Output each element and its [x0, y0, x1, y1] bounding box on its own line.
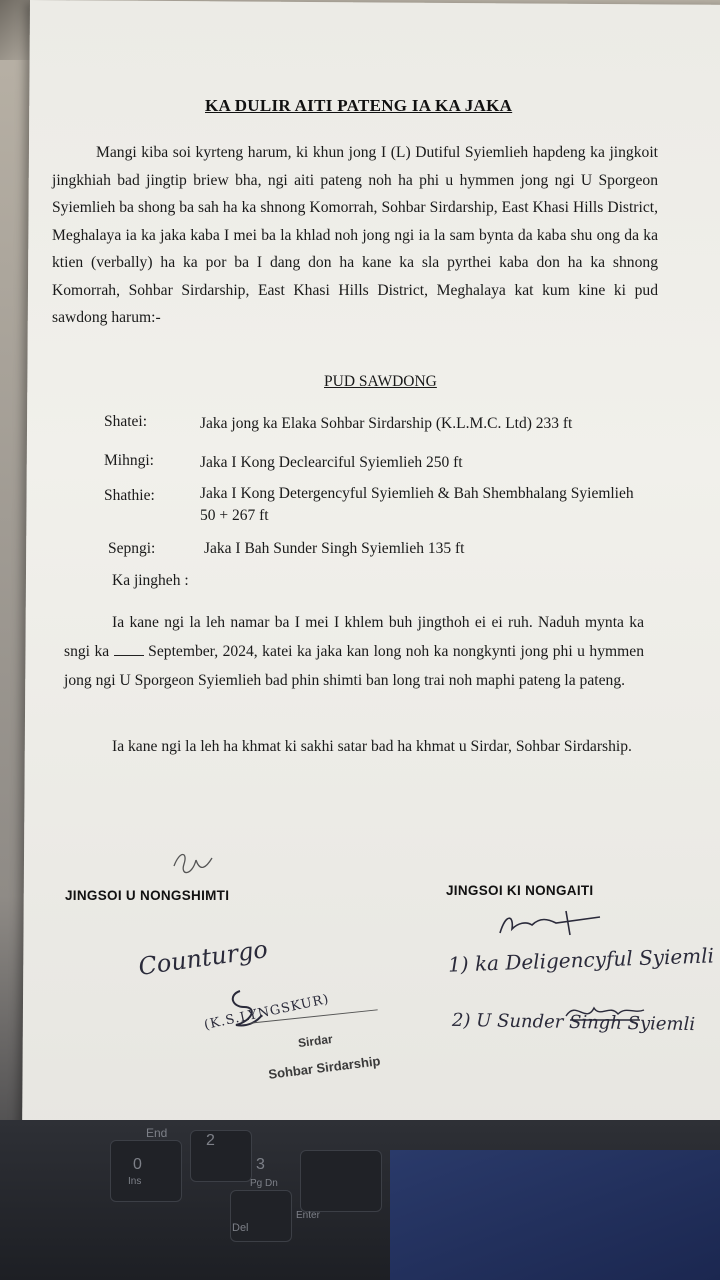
boundaries-heading: PUD SAWDONG	[324, 373, 437, 390]
key-3	[230, 1190, 292, 1242]
stamp-sohbar-sirdarship: Sohbar Sirdarship	[267, 1053, 382, 1082]
initials-mark	[166, 846, 218, 882]
date-blank-line	[114, 643, 144, 656]
witness-paragraph: Ia kane ngi la leh ha khmat ki sakhi satar bad ha khmat u Sirdar, Sohbar Sirdarship.	[112, 738, 632, 755]
declaration-part-a: Ia kane ngi la leh namar ba I mei I khlem buh jingthoh ei ei ruh. Naduh mynta ka sngi ka	[64, 614, 644, 660]
key-label-2: 2	[206, 1132, 215, 1149]
witness-1-signature-mark	[496, 905, 606, 945]
declaration-part-b: September, 2024, katei ka jaka kan long noh ka nongkynti jong phi u hymmen jong ngi U Sporgeon Syiemlieh bad phin shimti ban long trai noh maphi pateng la pateng.	[64, 643, 644, 689]
key-label-ins: Ins	[128, 1176, 142, 1187]
key-0	[110, 1140, 182, 1202]
signatory-name: (K.S.LYNGSKUR)	[202, 991, 331, 1034]
boundary-text-east: Jaka I Kong Declearciful Syiemlieh 250 ft	[200, 454, 463, 471]
boundary-text-north: Jaka jong ka Elaka Sohbar Sirdarship (K.L.M.C. Ltd) 233 ft	[200, 415, 573, 432]
ka-jingheh-label: Ka jingheh :	[112, 572, 189, 589]
key-label-3: 3	[256, 1156, 265, 1173]
boundary-text-west: Jaka I Bah Sunder Singh Syiemlieh 135 ft	[204, 540, 465, 557]
boundary-label-south: Shathie:	[104, 487, 155, 504]
key-label-0: 0	[133, 1156, 142, 1173]
key-label-end: End	[146, 1126, 168, 1140]
boundary-label-east: Mihngi:	[104, 452, 154, 469]
document-title: KA DULIR AITI PATENG IA KA JAKA	[205, 96, 513, 115]
boundary-label-north: Shatei:	[104, 413, 148, 430]
key-label-pgdn: Pg Dn	[250, 1178, 278, 1189]
boundary-text-south: Jaka I Kong Detergencyful Syiemlieh & Bah Shembhalang Syiemlieh 50 + 267 ft	[200, 485, 634, 524]
handwritten-signature-left: Counturgo	[136, 935, 270, 981]
declaration-paragraph	[64, 608, 644, 695]
key-label-enter: Enter	[296, 1210, 320, 1221]
stamp-sirdar: Sirdar	[297, 1031, 334, 1051]
intro-paragraph: Mangi kiba soi kyrteng harum, ki khun jong I (L) Dutiful Syiemlieh hapdeng ka jingkoit jingkhiah bad jingtip briew bha, ngi aiti pateng noh ha phi u hymmen jong ngi U Sporgeon Syiemlieh ba shong ba sah ha ka shnong Komorrah, Sohbar Sirdarship, East Khasi Hills District, Meghalaya ia ka jaka kaba I mei ba la khlad noh jong ngi ia la sam bynta da kaba shu ong da ka ktien (verbally) ha ka por ba I dang don ha kane ka sla pyrthei kaba don ha ka shnong Komorrah, Sohbar Sirdarship, East Khasi Hills District, Meghalaya kat kum kine ki pud sawdong harum:-	[52, 144, 658, 326]
left-signature-title: JINGSOI U NONGSHIMTI	[65, 888, 230, 903]
right-signature-title: JINGSOI KI NONGAITI	[446, 883, 594, 898]
blue-cloth	[390, 1150, 720, 1280]
witness-1-handwritten: 1) ka Deligencyful Syiemli	[447, 943, 715, 977]
key-enter	[300, 1150, 382, 1212]
key-label-del: Del	[232, 1222, 249, 1234]
boundary-label-west: Sepngi:	[108, 540, 156, 557]
witness-2-handwritten: 2) U Sunder Singh Syiemli	[451, 1009, 696, 1036]
key-2	[190, 1130, 252, 1182]
